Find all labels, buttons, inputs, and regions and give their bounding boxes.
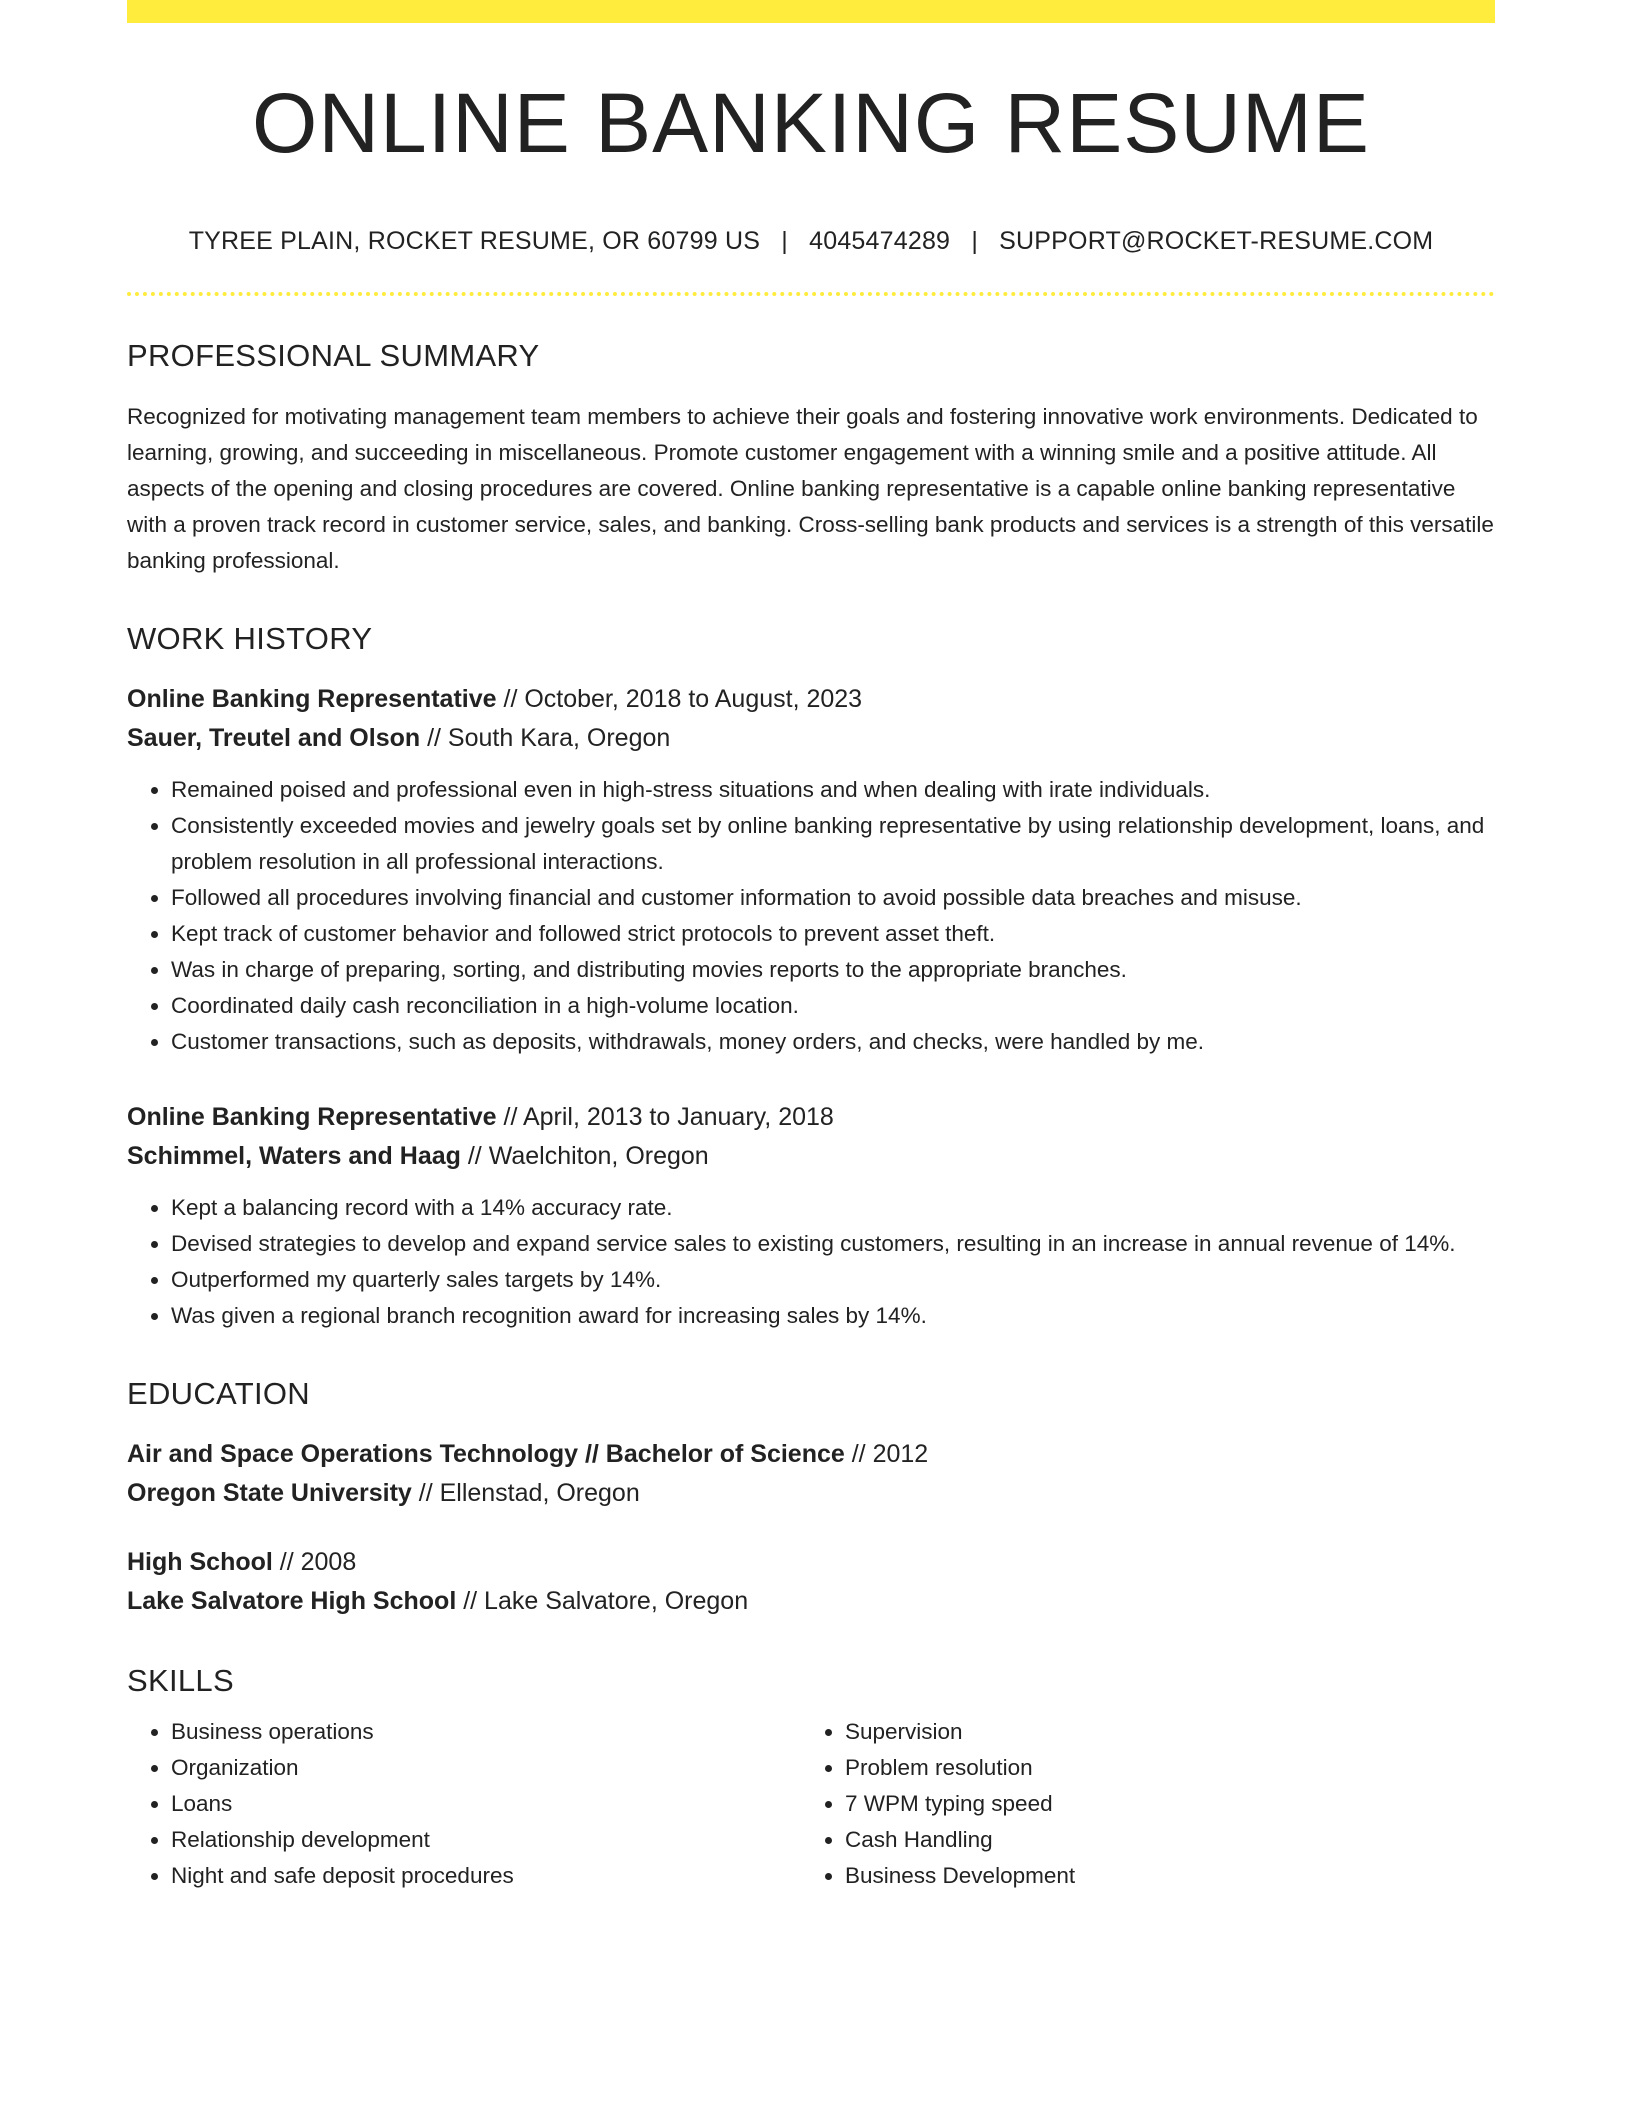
job-role: Online Banking Representative xyxy=(127,685,497,713)
contact-separator: | xyxy=(781,227,788,255)
summary-heading: PROFESSIONAL SUMMARY xyxy=(127,338,540,373)
job-dates: // October, 2018 to August, 2023 xyxy=(496,685,863,713)
degree-name: High School xyxy=(127,1548,273,1576)
skill-item: • Loans xyxy=(171,1786,801,1822)
education-heading: EDUCATION xyxy=(127,1376,310,1411)
school-line xyxy=(127,1474,1495,1513)
skill-item: • Problem resolution xyxy=(845,1750,1475,1786)
list-item: • Kept track of customer behavior and followed strict protocols to prevent asset theft. xyxy=(171,916,1495,952)
contact-separator: | xyxy=(971,227,979,255)
skills-columns xyxy=(127,1714,1495,1894)
skill-item: • Relationship development xyxy=(171,1822,801,1858)
list-item: • Devised strategies to develop and expand service sales to existing customers, resulting in an increase in annual revenue of 14%. xyxy=(171,1226,1495,1262)
school-name: Lake Salvatore High School xyxy=(127,1587,457,1615)
contact-email: SUPPORT@ROCKET-RESUME.COM xyxy=(999,227,1434,255)
skill-item: • 7 WPM typing speed xyxy=(845,1786,1475,1822)
skill-item: • Supervision xyxy=(845,1714,1475,1750)
skill-item: • Business operations xyxy=(171,1714,801,1750)
skills-list-right xyxy=(801,1714,1475,1894)
list-item: • Was given a regional branch recognition award for increasing sales by 14%. xyxy=(171,1298,1495,1334)
list-item: • Coordinated daily cash reconciliation in a high-volume location. xyxy=(171,988,1495,1024)
degree-year: // 2012 xyxy=(844,1440,929,1468)
accent-bar xyxy=(127,0,1495,23)
list-item: • Was in charge of preparing, sorting, and distributing movies reports to the appropriate branches. xyxy=(171,952,1495,988)
list-item: • Consistently exceeded movies and jewelry goals set by online banking representative by using relationship development, loans, and problem resolution in all professional interactions. xyxy=(171,808,1495,880)
job-title-line xyxy=(127,680,1495,719)
list-item: • Kept a balancing record with a 14% accuracy rate. xyxy=(171,1190,1495,1226)
job-entry xyxy=(127,680,1495,1060)
degree-line xyxy=(127,1435,1495,1474)
work-history-heading: WORK HISTORY xyxy=(127,621,373,656)
job-role: Online Banking Representative xyxy=(127,1103,497,1131)
degree-line xyxy=(127,1543,1495,1582)
list-item: • Followed all procedures involving financial and customer information to avoid possible data breaches and misuse. xyxy=(171,880,1495,916)
job-dates: // April, 2013 to January, 2018 xyxy=(496,1103,834,1131)
header-divider xyxy=(127,292,1495,296)
job-title-line xyxy=(127,1098,1495,1137)
job-bullets xyxy=(127,772,1495,1060)
resume-title: ONLINE BANKING RESUME xyxy=(252,76,1370,170)
school-name: Oregon State University xyxy=(127,1479,412,1507)
skill-item: • Organization xyxy=(171,1750,801,1786)
skills-heading: SKILLS xyxy=(127,1663,234,1698)
education-entry xyxy=(127,1435,1495,1513)
skill-item: • Cash Handling xyxy=(845,1822,1475,1858)
contact-address: TYREE PLAIN, ROCKET RESUME, OR 60799 US xyxy=(188,227,761,255)
list-item: • Outperformed my quarterly sales targets by 14%. xyxy=(171,1262,1495,1298)
job-entry xyxy=(127,1098,1495,1334)
degree-year: // 2008 xyxy=(272,1548,357,1576)
list-item: • Customer transactions, such as deposits, withdrawals, money orders, and checks, were handled by me. xyxy=(171,1024,1495,1060)
contact-phone: 4045474289 xyxy=(809,227,951,255)
summary-text: Recognized for motivating management team members to achieve their goals and fostering innovative work environments. Dedicated to learning, growing, and succeeding in miscellaneous. Promote customer engagement with a winning smile and a positive attitude. All aspects of the opening and closing procedures are covered. Online banking representative is a capable online banking representative with a proven track record in customer service, sales, and banking. Cross-selling bank products and services is a strength of this versatile banking professional. xyxy=(127,404,1494,573)
list-item: • Remained poised and professional even in high-stress situations and when dealing with irate individuals. xyxy=(171,772,1495,808)
job-company: Schimmel, Waters and Haag xyxy=(127,1142,461,1170)
education-entry xyxy=(127,1543,1495,1621)
skill-item: • Night and safe deposit procedures xyxy=(171,1858,801,1894)
contact-line xyxy=(127,227,1495,256)
job-company-line xyxy=(127,719,1495,758)
job-bullets xyxy=(127,1190,1495,1334)
school-line xyxy=(127,1582,1495,1621)
skills-list-left xyxy=(127,1714,801,1894)
school-location: // Lake Salvatore, Oregon xyxy=(456,1587,749,1615)
skill-item: • Business Development xyxy=(845,1858,1475,1894)
job-company-line xyxy=(127,1137,1495,1176)
job-location: // Waelchiton, Oregon xyxy=(460,1142,709,1170)
degree-name: Air and Space Operations Technology // Bachelor of Science xyxy=(127,1440,845,1468)
job-company: Sauer, Treutel and Olson xyxy=(127,724,421,752)
job-location: // South Kara, Oregon xyxy=(420,724,671,752)
school-location: // Ellenstad, Oregon xyxy=(411,1479,640,1507)
resume-page xyxy=(127,0,1495,1894)
